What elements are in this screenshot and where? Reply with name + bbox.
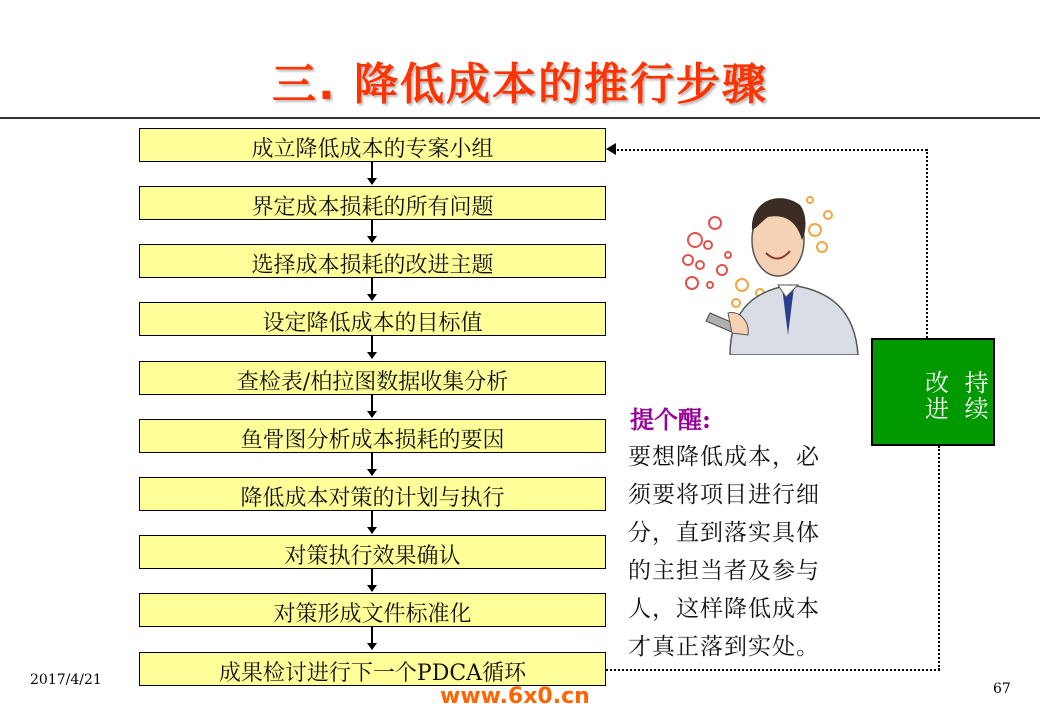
- flow-arrow: [371, 162, 373, 184]
- flow-arrow: [371, 627, 373, 649]
- tip-heading: 提个醒:: [630, 405, 711, 434]
- flow-arrow: [371, 569, 373, 591]
- feedback-line-top: [614, 149, 927, 151]
- footer-date: 2017/4/21: [30, 672, 102, 688]
- step-8: 对策执行效果确认: [139, 535, 606, 569]
- flow-arrow: [371, 453, 373, 475]
- flow-arrow: [371, 220, 373, 242]
- flow-arrow: [371, 336, 373, 358]
- step-1: 成立降低成本的专案小组: [139, 128, 606, 162]
- feedback-arrowhead: [606, 143, 616, 155]
- box-line-1: 改 持: [925, 369, 993, 397]
- step-7: 降低成本对策的计划与执行: [139, 477, 606, 511]
- step-3: 选择成本损耗的改进主题: [139, 244, 606, 278]
- tip-line-6: 才真正落到实处。: [628, 634, 820, 660]
- page-number: 67: [993, 681, 1011, 697]
- step-4: 设定降低成本的目标值: [139, 302, 606, 336]
- feedback-line-bottom: [606, 669, 940, 671]
- feedback-line-lower: [938, 446, 940, 670]
- tip-line-3: 分，直到落实具体: [628, 520, 820, 546]
- box-line-2: 进 续: [925, 395, 993, 423]
- tip-line-1: 要想降低成本，必: [628, 444, 820, 470]
- tip-line-4: 的主担当者及参与: [628, 558, 820, 584]
- flow-arrow: [371, 511, 373, 533]
- flow-arrow: [371, 278, 373, 300]
- step-10: 成果检讨进行下一个PDCA循环: [139, 652, 606, 686]
- footer-site-watermark: www.6x0.cn: [440, 684, 590, 709]
- step-9: 对策形成文件标准化: [139, 593, 606, 627]
- step-6: 鱼骨图分析成本损耗的要因: [139, 419, 606, 453]
- step-2: 界定成本损耗的所有问题: [139, 186, 606, 220]
- page-title: 三. 降低成本的推行步骤: [271, 59, 769, 110]
- tip-line-5: 人，这样降低成本: [628, 596, 820, 622]
- flow-arrow: [371, 395, 373, 417]
- tip-line-2: 须要将项目进行细: [628, 482, 820, 508]
- man-on-phone-illustration: [670, 185, 860, 355]
- feedback-line-upper: [926, 149, 928, 338]
- title-divider: [0, 117, 1040, 119]
- step-5: 查检表/柏拉图数据收集分析: [139, 361, 606, 395]
- continuous-improvement-box: [871, 338, 995, 446]
